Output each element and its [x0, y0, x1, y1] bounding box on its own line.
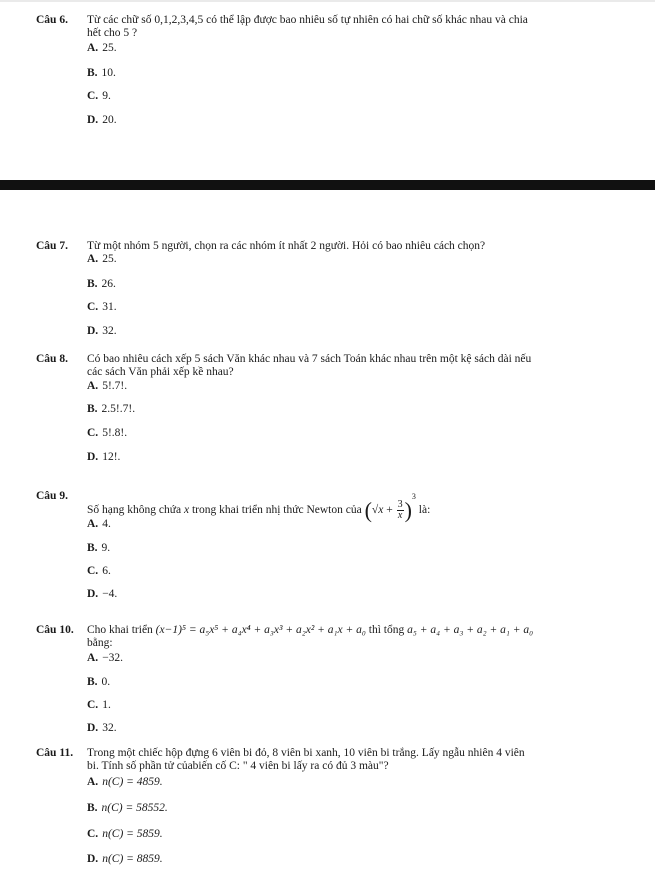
question-text — [87, 14, 632, 40]
option-value: 4. — [102, 518, 111, 530]
option-letter: D. — [87, 588, 99, 600]
question-text — [87, 747, 632, 773]
option-letter: B. — [87, 403, 98, 415]
option-value: 20. — [102, 114, 117, 126]
option-letter: D. — [87, 114, 99, 126]
option-letter: D. — [87, 722, 99, 734]
option-a[interactable] — [87, 42, 117, 54]
option-letter: A. — [87, 42, 99, 54]
option-value: 5!.7!. — [102, 380, 128, 392]
option-d[interactable] — [87, 114, 117, 126]
option-d[interactable] — [87, 588, 117, 600]
option-value: 12!. — [102, 451, 121, 463]
option-b[interactable] — [87, 542, 110, 554]
option-a[interactable] — [87, 776, 163, 788]
question-text-line-2: bằng: — [87, 637, 113, 649]
option-c[interactable] — [87, 565, 111, 577]
option-value: 25. — [102, 253, 117, 265]
option-value: 25. — [102, 42, 117, 54]
question-text-line-2: hết cho 5 ? — [87, 27, 138, 39]
text-before: Số hạng không chứa — [87, 504, 182, 516]
question-text-line-1: Từ các chữ số 0,1,2,3,4,5 có thể lập được bao nhiêu số tự nhiên có hai chữ số khác nhau và chia — [87, 14, 528, 26]
option-value: 26. — [101, 278, 116, 290]
question-number: Câu 10. — [36, 624, 74, 636]
option-a[interactable] — [87, 518, 111, 530]
question-number: Câu 7. — [36, 240, 68, 252]
option-letter: B. — [87, 542, 98, 554]
option-d[interactable] — [87, 853, 163, 865]
option-letter: B. — [87, 802, 98, 814]
option-b[interactable] — [87, 67, 116, 79]
question-text-line-1: Trong một chiếc hộp đựng 6 viên bi đỏ, 8 viên bi xanh, 10 viên bi trắng. Lấy ngẫu nhiên 4 viên — [87, 747, 525, 759]
option-letter: A. — [87, 518, 99, 530]
top-edge — [0, 0, 655, 2]
question-text-line-2: các sách Văn phải xếp kề nhau? — [87, 366, 234, 378]
option-b[interactable] — [87, 676, 110, 688]
option-b[interactable] — [87, 403, 135, 415]
option-letter: B. — [87, 676, 98, 688]
text-before: Cho khai triển — [87, 624, 153, 636]
option-c[interactable] — [87, 699, 111, 711]
question-text — [87, 353, 632, 379]
question-number: Câu 9. — [36, 490, 68, 502]
option-value: 10. — [101, 67, 116, 79]
option-d[interactable] — [87, 451, 120, 463]
question-text — [87, 624, 632, 650]
question-text: Từ một nhóm 5 người, chọn ra các nhóm ít nhất 2 người. Hỏi có bao nhiêu cách chọn? — [87, 240, 486, 252]
paren-close: ) — [404, 497, 412, 523]
expr-plus: + — [386, 504, 393, 516]
option-c[interactable] — [87, 427, 127, 439]
option-value: n(C) = 4859. — [102, 776, 163, 788]
fraction-denominator: x — [397, 509, 403, 521]
option-letter: B. — [87, 278, 98, 290]
option-value: 32. — [102, 722, 117, 734]
coefficient-sum: a₅ + a₄ + a₃ + a₂ + a₁ + a₀ — [407, 624, 534, 636]
option-c[interactable] — [87, 90, 111, 102]
option-value: 2.5!.7!. — [101, 403, 136, 415]
option-letter: A. — [87, 380, 99, 392]
option-letter: D. — [87, 853, 99, 865]
text-mid: trong khai triển nhị thức Newton của — [191, 504, 362, 516]
question-text — [87, 490, 632, 521]
text-after: là: — [418, 504, 431, 516]
option-letter: B. — [87, 67, 98, 79]
option-letter: D. — [87, 325, 99, 337]
text-mid: thì tổng — [368, 624, 405, 636]
option-d[interactable] — [87, 325, 117, 337]
option-letter: C. — [87, 565, 99, 577]
option-letter: A. — [87, 253, 99, 265]
option-value: 31. — [102, 301, 117, 313]
option-letter: C. — [87, 90, 99, 102]
expansion-formula: (x−1)⁵ = a₅x⁵ + a₄x⁴ + a₃x³ + a₂x² + a₁x + a₀ — [155, 624, 366, 636]
option-value: 1. — [102, 699, 111, 711]
question-text-line-1 — [87, 624, 632, 637]
option-value: 9. — [102, 90, 111, 102]
option-b[interactable] — [87, 802, 168, 814]
question-number: Câu 11. — [36, 747, 74, 759]
question-number: Câu 6. — [36, 14, 68, 26]
expr-root: √x — [371, 504, 384, 516]
option-value: 0. — [101, 676, 111, 688]
option-value: n(C) = 5859. — [102, 828, 163, 840]
variable-x: x — [183, 504, 190, 516]
option-letter: C. — [87, 699, 99, 711]
option-value: 9. — [101, 542, 111, 554]
option-letter: D. — [87, 451, 99, 463]
option-a[interactable] — [87, 652, 123, 664]
option-c[interactable] — [87, 301, 117, 313]
question-text-line-1: Có bao nhiêu cách xếp 5 sách Văn khác nhau và 7 sách Toán khác nhau trên một kệ sách dài nếu — [87, 353, 532, 365]
option-value: n(C) = 8859. — [102, 853, 163, 865]
option-b[interactable] — [87, 278, 116, 290]
option-value: −4. — [102, 588, 118, 600]
option-d[interactable] — [87, 722, 117, 734]
option-value: −32. — [102, 652, 124, 664]
fraction-numerator: 3 — [397, 498, 403, 510]
option-letter: C. — [87, 301, 99, 313]
option-c[interactable] — [87, 828, 163, 840]
option-letter: C. — [87, 828, 99, 840]
question-text-line-2: bi. Tính số phần tử củabiến cố C: " 4 viên bi lấy ra có đủ 3 màu"? — [87, 760, 389, 772]
option-value: 6. — [102, 565, 111, 577]
option-letter: C. — [87, 427, 99, 439]
option-value: 32. — [102, 325, 117, 337]
option-letter: A. — [87, 776, 99, 788]
option-a[interactable] — [87, 380, 127, 392]
option-value: 5!.8!. — [102, 427, 128, 439]
exponent: 3 — [411, 492, 416, 501]
option-letter: A. — [87, 652, 99, 664]
paren-open: ( — [364, 497, 372, 523]
option-value: n(C) = 58552. — [101, 802, 168, 814]
question-number: Câu 8. — [36, 353, 68, 365]
option-a[interactable] — [87, 253, 117, 265]
page-separator — [0, 180, 655, 190]
fraction — [397, 500, 404, 521]
